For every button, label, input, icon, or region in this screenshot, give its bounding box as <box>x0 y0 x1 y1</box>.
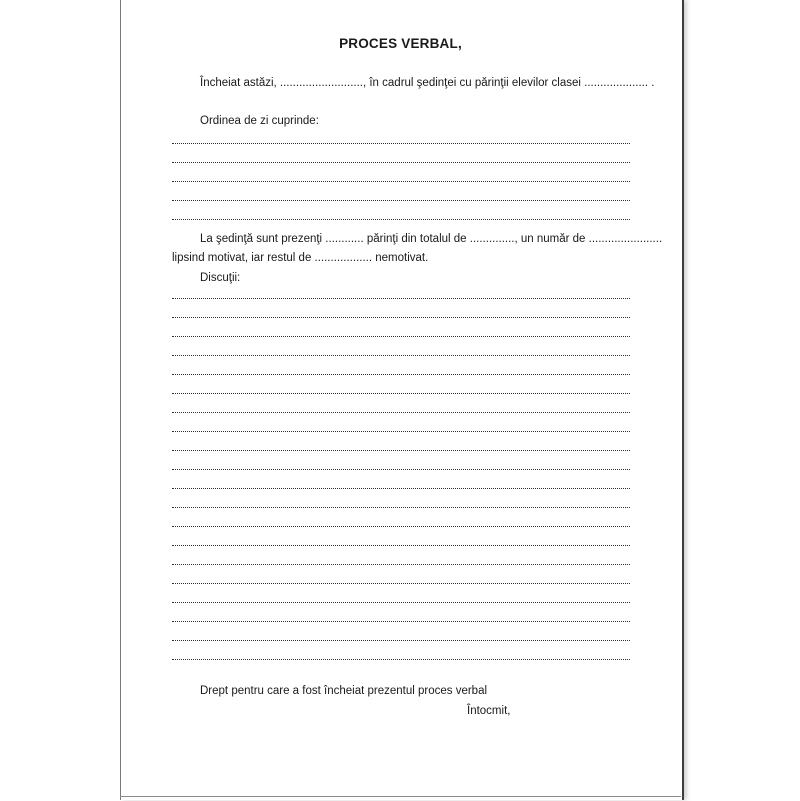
discussion-line[interactable] <box>172 469 630 470</box>
discussion-line[interactable] <box>172 317 630 318</box>
discussion-line[interactable] <box>172 602 630 603</box>
discussions-label: Discuţii: <box>200 272 241 284</box>
agenda-label: Ordinea de zi cuprinde: <box>200 115 319 127</box>
discussion-line[interactable] <box>172 412 630 413</box>
discussion-line[interactable] <box>172 488 630 489</box>
discussion-line[interactable] <box>172 393 630 394</box>
discussion-line[interactable] <box>172 507 630 508</box>
agenda-line[interactable] <box>172 181 630 182</box>
discussion-line[interactable] <box>172 336 630 337</box>
attendance-line-2: lipsind motivat, iar restul de .................. nemotivat. <box>172 252 429 264</box>
discussion-line[interactable] <box>172 583 630 584</box>
signature-label: Întocmit, <box>467 705 511 717</box>
document-title: PROCES VERBAL, <box>339 36 462 51</box>
discussion-line[interactable] <box>172 640 630 641</box>
discussion-line[interactable] <box>172 355 630 356</box>
agenda-line[interactable] <box>172 162 630 163</box>
agenda-line[interactable] <box>172 219 630 220</box>
page-edge <box>120 796 681 801</box>
discussion-line[interactable] <box>172 450 630 451</box>
discussion-line[interactable] <box>172 659 630 660</box>
discussion-line[interactable] <box>172 374 630 375</box>
discussion-line[interactable] <box>172 526 630 527</box>
discussion-line[interactable] <box>172 298 630 299</box>
discussion-line[interactable] <box>172 564 630 565</box>
closing-statement: Drept pentru care a fost încheiat prezentul proces verbal <box>200 685 488 697</box>
discussion-line[interactable] <box>172 431 630 432</box>
agenda-line[interactable] <box>172 200 630 201</box>
discussion-line[interactable] <box>172 545 630 546</box>
intro-line: Încheiat astăzi, .........................., în cadrul şedinţei cu părinţii elevilor clasei .................... . <box>200 77 655 89</box>
discussion-line[interactable] <box>172 621 630 622</box>
agenda-line[interactable] <box>172 143 630 144</box>
attendance-line-1: La şedinţă sunt prezenţi ............ părinţi din totalul de .............., un număr de ....................... <box>200 233 663 245</box>
